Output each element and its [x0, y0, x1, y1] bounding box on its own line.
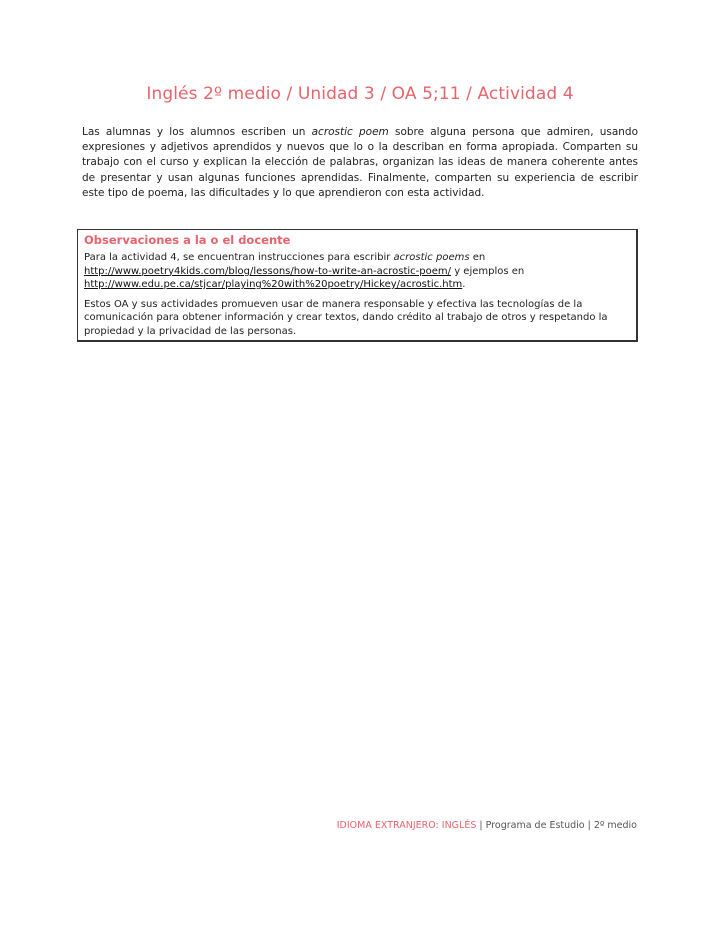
footer-separator-2: | [584, 820, 594, 831]
activity-description [82, 125, 638, 201]
obs-p1-end: . [462, 279, 466, 290]
footer-subject: IDIOMA EXTRANJERO: INGLÉS [336, 820, 477, 831]
observations-paragraph-2: Estos OA y sus actividades promueven usar de manera responsable y efectiva las tecnologías de la comunicación para obtener información y crear textos, dando crédito al trabajo de otros y respetando la propiedad y la privacidad de las personas. [84, 298, 608, 337]
obs-p1-italic: acrostic poems [393, 252, 470, 263]
observations-paragraph-1 [84, 251, 630, 292]
obs-p1-after-italic: en [469, 252, 486, 263]
edu-pe-ca-link[interactable]: http://www.edu.pe.ca/stjcar/playing%20with%20poetry/Hickey/acrostic.htm [84, 279, 463, 290]
footer-program: Programa de Estudio [485, 820, 585, 831]
footer-grade: 2º medio [593, 820, 637, 831]
activity-text-start: Las alumnas y los alumnos escriben un [82, 126, 312, 138]
obs-p1-intro: Para la actividad 4, se encuentran instrucciones para escribir [84, 252, 394, 263]
page-footer [337, 820, 637, 831]
activity-text-italic: acrostic poem [311, 126, 389, 138]
footer-separator: | [476, 820, 486, 831]
teacher-observations-box [77, 229, 638, 342]
activity-text-end: sobre alguna persona que admiren, usando expresiones y adjetivos aprendidos y nuevos que lo o la describan en forma apropiada. Comparten su trabajo con el curso y explican la elección de palabras, organizan las ideas de manera coherente antes de presentar y usan algunas funciones aprendidas. Finalmente, comparten su experiencia de escribir este tipo de poema, las dificultades y lo que aprendieron con esta actividad. [82, 126, 639, 199]
page-title: Inglés 2º medio / Unidad 3 / OA 5;11 / Actividad 4 [146, 84, 574, 104]
poetry4kids-link[interactable]: http://www.poetry4kids.com/blog/lessons/how-to-write-an-acrostic-poem/ [84, 265, 452, 277]
observations-heading: Observaciones a la o el docente [84, 233, 291, 247]
obs-p1-between: y ejemplos en [451, 265, 525, 277]
